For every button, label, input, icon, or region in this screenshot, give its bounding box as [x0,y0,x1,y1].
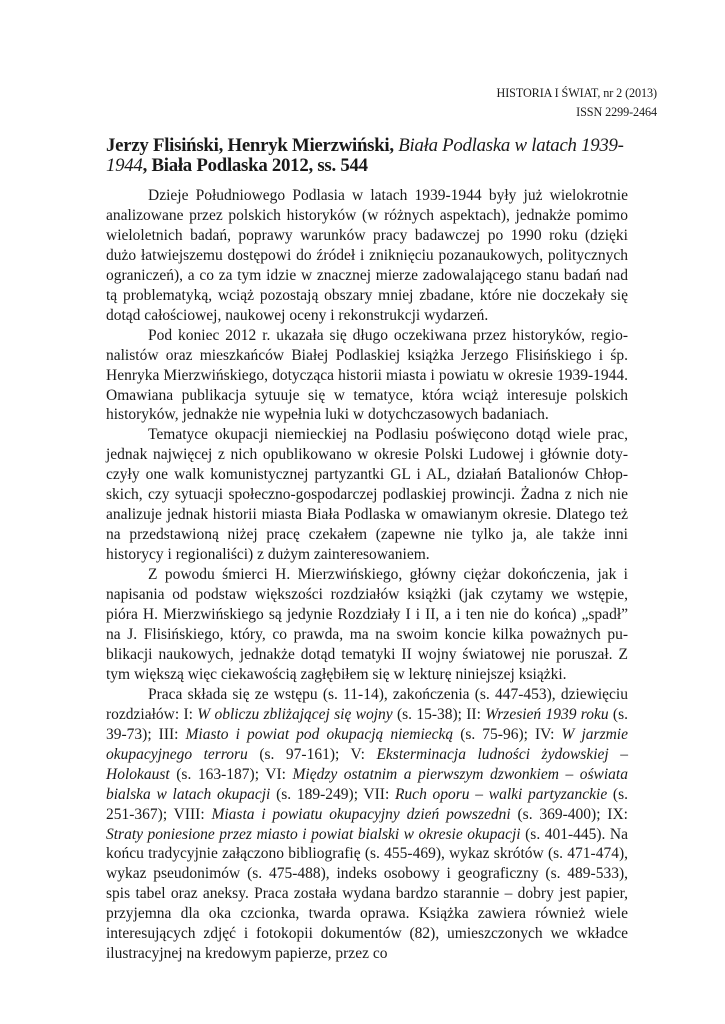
paragraph: Tematyce okupacji niemieckiej na Podlasiu poświęcono dotąd wiele prac, jednak najwięcej z nich opublikowano w okresie Polski Ludowej i głównie dotyczyły one walk komunistycznej partyzantki GL i AL, działań Batalionów Chłopskich, czy sytuacji społeczno-gospodarczej podlaskiej prowincji. Żadna z nich nie analizuje jednak historii miasta Biała Podlaska w omawianym okresie. Dlatego też na przedstawioną niżej pracę czekałem (zapewne nie tylko ja, ale także inni historycy i regionaliści) z dużym zainteresowaniem. [106,426,628,564]
text-run: (s. 39-73); III: [106,705,628,743]
paragraph: Z powodu śmierci H. Mierzwińskiego, główny ciężar dokończenia, jak i napisania od podstaw większości rozdziałów książki (jak czytamy we wstępie, pióra H. Mierzwińskiego są jedynie Rozdziały I i II, a i ten nie do końca) „spadł” na J. Flisińskiego, który, co prawda, ma na swoim koncie kilka poważnych publikacji naukowych, jednakże dotąd tematyki II wojny światowej nie poruszał. Z tym większą więc ciekawością zagłębiłem się w lekturę niniejszej książki. [106,566,628,683]
text-run: (s. 251-367); VIII: [106,785,628,823]
chapter-title: W jarzmie okupacyjnego terroru [106,725,628,763]
chapter-title: W obliczu zbliżającej się wojny [197,705,393,723]
book-title: Biała Podlaska w latach 1939-1944 [106,135,624,176]
text-run: (s. 189-249); VII: [270,785,395,803]
book-publication-info: , Biała Podlaska 2012, ss. 544 [142,155,368,176]
journal-title: HISTORIA I ŚWIAT, nr 2 (2013) [496,86,657,100]
chapter-title: Miasta i powiatu okupacyjny dzień powszedni [211,805,511,823]
chapter-title: Wrzesień 1939 roku [485,705,609,723]
paragraph: Pod koniec 2012 r. ukazała się długo oczekiwana przez historyków, regionalistów oraz mieszkańców Białej Podlaskiej książka Jerzego Flisińskiego i śp. Henryka Mierzwińskiego, dotycząca historii miasta i powiatu w okresie 1939-1944. Omawiana publikacja sytuuje się w tematyce, która wciąż interesuje polskich historyków, jednakże nie wypełnia luki w dotychczasowych badaniach. [106,326,628,424]
chapter-title: Miasto i powiat pod okupacją niemiecką [185,725,454,743]
journal-header [497,84,658,122]
chapter-title: Eksterminacja ludności żydowskiej – Holokaust [106,745,628,783]
text-run: (s. 97-161); V: [247,745,377,763]
book-authors: Jerzy Flisiński, Henryk Mierzwiński, [106,135,399,156]
text-run: (s. 75-96); IV: [453,725,562,743]
review-body [106,186,628,964]
text-run: Praca składa się ze wstępu (s. 11-14), zakończenia (s. 447-453), dziewięciu rozdziałów: I: [106,685,628,723]
paragraph-chapters [106,685,628,964]
chapter-title: Ruch oporu – walki partyzanckie [394,785,608,803]
paragraph: Dzieje Południowego Podlasia w latach 1939-1944 były już wielokrotnie analizowane przez polskich historyków (w różnych aspektach), jednakże pomimo wieloletnich badań, poprawy warunków pracy badawczej po 1990 roku (dzięki dużo łatwiejszemu dostępowi do źródeł i zniknięciu pozanaukowych, politycznych ograniczeń), a co za tym idzie w znacznej mierze zadowalającego stanu badań nad tą problematyką, wciąż pozostają obszary mniej zbadane, które nie doczekały się dotąd całościowej, naukowej oceny i rekonstrukcji wydarzeń. [106,187,628,324]
review-title [106,136,626,176]
text-run: (s. 15-38); II: [392,705,486,723]
text-run: (s. 163-187); VI: [169,765,293,783]
chapter-title: Między ostatnim a pierwszym dzwonkiem – oświata bialska w latach okupacji [106,765,628,803]
text-run: (s. 369-400); IX: [510,805,628,823]
text-run: (s. 401-445). Na końcu tradycyjnie załączono bibliografię (s. 455-469), wykaz skrótów (s. 471-474), wykaz pseudonimów (s. 475-488), indeks osobowy i geograficzny (s. 489-533), spis tabel oraz aneksy. Praca została wydana bardzo starannie – dobry jest papier, przyjemna dla oka czcionka, twarda oprawa. Książka zawiera również wiele interesujących zdjęć i fotokopii dokumentów (82), umieszczonych we wkładce ilustracyjnej na kredowym papierze, przez co [106,825,628,963]
chapter-title: Straty poniesione przez miasto i powiat bialski w okresie okupacji [106,825,521,843]
journal-issn: ISSN 2299-2464 [576,105,657,119]
